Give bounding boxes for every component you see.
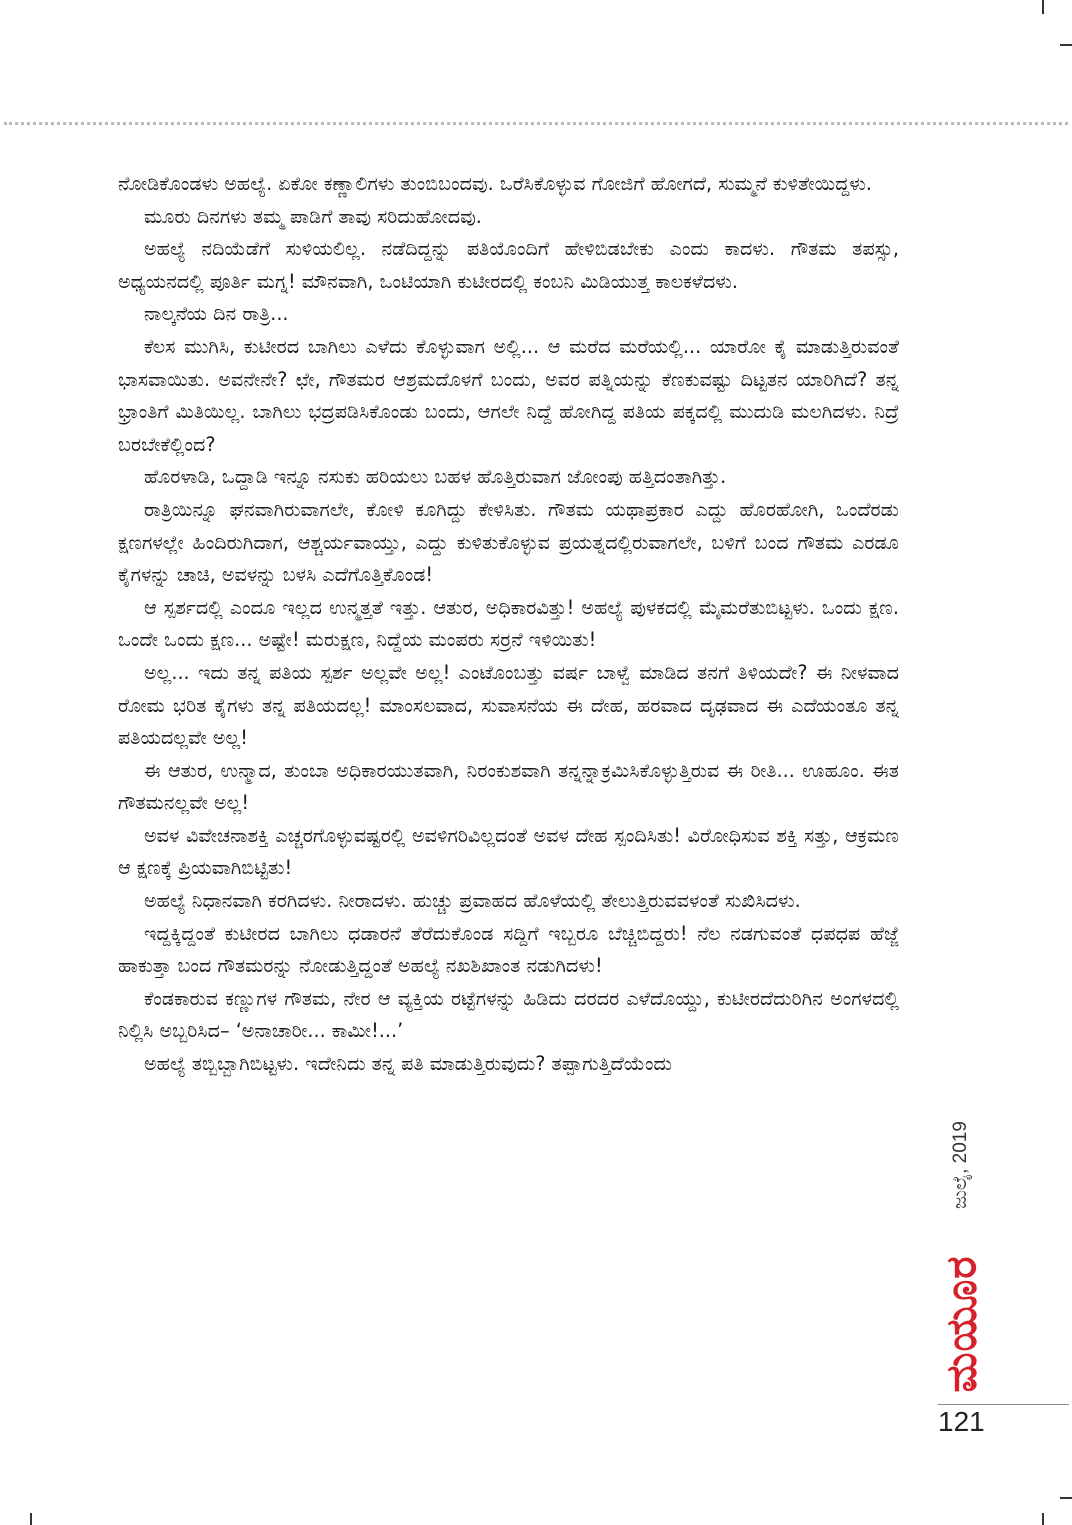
- crop-mark-right-top: [1060, 44, 1072, 46]
- article-body: [118, 168, 899, 1081]
- paragraph: ನಾಲ್ಕನೆಯ ದಿನ ರಾತ್ರಿ...: [144, 302, 289, 326]
- header-dotted-rule: [4, 122, 1068, 125]
- paragraph: ಆ ಸ್ಪರ್ಶದಲ್ಲಿ ಎಂದೂ ಇಲ್ಲದ ಉನ್ಮತ್ತತೆ ಇತ್ತು. ಆತುರ, ಅಧಿಕಾರವಿತ್ತು! ಅಹಲ್ಯೆ ಪುಳಕದಲ್ಲಿ ಮೈಮರೆತುಬಿಟ್ಟಳು. ಒಂದು ಕ್ಷಣ. ಒಂದೇ ಒಂದು ಕ್ಷಣ... ಅಷ್ಟೇ! ಮರುಕ್ಷಣ, ನಿದ್ದೆಯ ಮಂಪರು ಸರ್ರನೆ ಇಳಿಯಿತು!: [118, 595, 899, 652]
- paragraph: ಮೂರು ದಿನಗಳು ತಮ್ಮ ಪಾಡಿಗೆ ತಾವು ಸರಿದುಹೋದವು.: [144, 204, 482, 228]
- issue-date: [928, 1100, 994, 1230]
- issue-date-text: ಜುಲೈ, 2019: [950, 1121, 971, 1209]
- paragraph: ಅಹಲ್ಯೆ ತಬ್ಬಿಬ್ಬಾಗಿಬಿಟ್ಟಳು. ಇದೇನಿದು ತನ್ನ ಪತಿ ಮಾಡುತ್ತಿರುವುದು? ತಪ್ಪಾಗುತ್ತಿದೆಯೆಂದು: [144, 1052, 673, 1076]
- paragraph: ರಾತ್ರಿಯಿನ್ನೂ ಘನವಾಗಿರುವಾಗಲೇ, ಕೋಳಿ ಕೂಗಿದ್ದು ಕೇಳಿಸಿತು. ಗೌತಮ ಯಥಾಪ್ರಕಾರ ಎದ್ದು ಹೊರಹೋಗಿ, ಒಂದೆರಡು ಕ್ಷಣಗಳಲ್ಲೇ ಹಿಂದಿರುಗಿದಾಗ, ಆಶ್ಚರ್ಯವಾಯ್ತು, ಎದ್ದು ಕುಳಿತುಕೊಳ್ಳುವ ಪ್ರಯತ್ನದಲ್ಲಿರುವಾಗಲೇ, ಬಳಿಗೆ ಬಂದ ಗೌತಮ ಎರಡೂ ಕೈಗಳನ್ನು ಚಾಚಿ, ಅವಳನ್ನು ಬಳಸಿ ಎದೆಗೊತ್ತಿಕೊಂಡ!: [118, 497, 899, 587]
- paragraph: ಇದ್ದಕ್ಕಿದ್ದಂತೆ ಕುಟೀರದ ಬಾಗಿಲು ಧಡಾರನೆ ತೆರೆದುಕೊಂಡ ಸದ್ದಿಗೆ ಇಬ್ಬರೂ ಬೆಚ್ಚಿಬಿದ್ದರು! ನೆಲ ನಡಗುವಂತೆ ಧಪಧಪ ಹೆಜ್ಜೆ ಹಾಕುತ್ತಾ ಬಂದ ಗೌತಮರನ್ನು ನೋಡುತ್ತಿದ್ದಂತೆ ಅಹಲ್ಯೆ ನಖಶಿಖಾಂತ ನಡುಗಿದಳು!: [118, 921, 899, 978]
- crop-mark-bottom-left: [30, 1513, 32, 1525]
- paragraph: ಹೊರಳಾಡಿ, ಒದ್ದಾಡಿ ಇನ್ನೂ ನಸುಕು ಹರಿಯಲು ಬಹಳ ಹೊತ್ತಿರುವಾಗ ಜೋಂಪು ಹತ್ತಿದಂತಾಗಿತ್ತು.: [144, 465, 727, 489]
- magazine-logo: [928, 1246, 994, 1402]
- crop-mark-top-right: [1042, 0, 1044, 14]
- crop-mark-bottom-right: [1042, 1513, 1044, 1525]
- paragraph: ನೋಡಿಕೊಂಡಳು ಅಹಲ್ಯೆ. ಏಕೋ ಕಣ್ಣಾಲಿಗಳು ತುಂಬಿಬಂದವು. ಒರೆಸಿಕೊಳ್ಳುವ ಗೋಜಿಗೆ ಹೋಗದೆ, ಸುಮ್ಮನೆ ಕುಳಿತೇಯಿದ್ದಳು.: [118, 172, 872, 195]
- page-number: 121: [938, 1406, 985, 1437]
- paragraph: ಅಹಲ್ಯೆ ನಿಧಾನವಾಗಿ ಕರಗಿದಳು. ನೀರಾದಳು. ಹುಚ್ಚು ಪ್ರವಾಹದ ಹೊಳೆಯಲ್ಲಿ ತೇಲುತ್ತಿರುವವಳಂತೆ ಸುಖಿಸಿದಳು.: [144, 889, 801, 913]
- paragraph: ಕೆಲಸ ಮುಗಿಸಿ, ಕುಟೀರದ ಬಾಗಿಲು ಎಳೆದು ಕೊಳ್ಳುವಾಗ ಅಲ್ಲಿ... ಆ ಮರೆದ ಮರೆಯಲ್ಲಿ... ಯಾರೋ ಕೈ ಮಾಡುತ್ತಿರುವಂತೆ ಭಾಸವಾಯಿತು. ಅವನೇನೇ? ಛೇ, ಗೌತಮರ ಆಶ್ರಮದೊಳಗೆ ಬಂದು, ಅವರ ಪತ್ನಿಯನ್ನು ಕೆಣಕುವಷ್ಟು ದಿಟ್ಟತನ ಯಾರಿಗಿದೆ? ತನ್ನ ಭ್ರಾಂತಿಗೆ ಮಿತಿಯಿಲ್ಲ. ಬಾಗಿಲು ಭದ್ರಪಡಿಸಿಕೊಂಡು ಬಂದು, ಆಗಲೇ ನಿದ್ದೆ ಹೋಗಿದ್ದ ಪತಿಯ ಪಕ್ಕದಲ್ಲಿ ಮುದುಡಿ ಮಲಗಿದಳು. ನಿದ್ರೆ ಬರಬೇಕೆಲ್ಲಿಂದ?: [118, 334, 899, 456]
- paragraph: ಅಲ್ಲ... ಇದು ತನ್ನ ಪತಿಯ ಸ್ಪರ್ಶ ಅಲ್ಲವೇ ಅಲ್ಲ! ಎಂಟೊಂಬತ್ತು ವರ್ಷ ಬಾಳ್ವೆ ಮಾಡಿದ ತನಗೆ ತಿಳಿಯದೇ? ಈ ನೀಳವಾದ ರೋಮ ಭರಿತ ಕೈಗಳು ತನ್ನ ಪತಿಯದಲ್ಲ! ಮಾಂಸಲವಾದ, ಸುವಾಸನೆಯ ಈ ದೇಹ, ಹರವಾದ ದೃಢವಾದ ಈ ಎದೆಯಂತೂ ತನ್ನ ಪತಿಯದಲ್ಲವೇ ಅಲ್ಲ!: [118, 660, 899, 750]
- crop-mark-right-bottom: [1060, 1497, 1072, 1499]
- paragraph: ಅವಳ ವಿವೇಚನಾಶಕ್ತಿ ಎಚ್ಚರಗೊಳ್ಳುವಷ್ಟರಲ್ಲಿ ಅವಳಿಗರಿವಿಲ್ಲದಂತೆ ಅವಳ ದೇಹ ಸ್ಪಂದಿಸಿತು! ವಿರೋಧಿಸುವ ಶಕ್ತಿ ಸತ್ತು, ಆಕ್ರಮಣ ಆ ಕ್ಷಣಕ್ಕೆ ಪ್ರಿಯವಾಗಿಬಿಟ್ಟಿತು!: [118, 823, 899, 880]
- magazine-logo-text: ಮಯೂರ: [936, 1255, 986, 1393]
- paragraph: ಈ ಆತುರ, ಉನ್ಮಾದ, ತುಂಬಾ ಅಧಿಕಾರಯುತವಾಗಿ, ನಿರಂಕುಶವಾಗಿ ತನ್ನನ್ನಾಕ್ರಮಿಸಿಕೊಳ್ಳುತ್ತಿರುವ ಈ ರೀತಿ... ಊಹೂಂ. ಈತ ಗೌತಮನಲ್ಲವೇ ಅಲ್ಲ!: [118, 758, 899, 815]
- paragraph: ಕೆಂಡಕಾರುವ ಕಣ್ಣುಗಳ ಗೌತಮ, ನೇರ ಆ ವ್ಯಕ್ತಿಯ ರಟ್ಟೆಗಳನ್ನು ಹಿಡಿದು ದರದರ ಎಳೆದೊಯ್ದು, ಕುಟೀರದೆದುರಿಗಿನ ಅಂಗಳದಲ್ಲಿ ನಿಲ್ಲಿಸಿ ಅಬ್ಬರಿಸಿದ– ‘ಅನಾಚಾರೀ... ಕಾಮೀ!...’: [118, 986, 899, 1043]
- paragraph: ಅಹಲ್ಯೆ ನದಿಯೆಡೆಗೆ ಸುಳಿಯಲಿಲ್ಲ. ನಡೆದಿದ್ದನ್ನು ಪತಿಯೊಂದಿಗೆ ಹೇಳಿಬಿಡಬೇಕು ಎಂದು ಕಾದಳು. ಗೌತಮ ತಪಸ್ಸು, ಅಧ್ಯಯನದಲ್ಲಿ ಪೂರ್ತಿ ಮಗ್ನ! ಮೌನವಾಗಿ, ಒಂಟಿಯಾಗಿ ಕುಟೀರದಲ್ಲಿ ಕಂಬನಿ ಮಿಡಿಯುತ್ತ ಕಾಲಕಳೆದಳು.: [118, 237, 900, 293]
